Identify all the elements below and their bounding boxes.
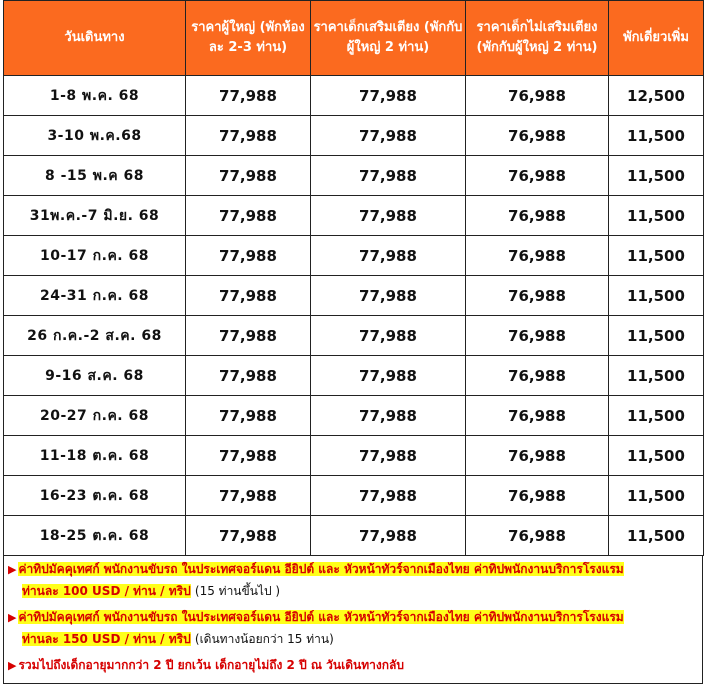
cell-single-supplement: 11,500: [609, 476, 704, 516]
cell-single-supplement: 11,500: [609, 236, 704, 276]
cell-travel-date: 16-23 ต.ค. 68: [4, 476, 186, 516]
cell-child-no-bed: 76,988: [466, 476, 609, 516]
note-tip-100-line1: ค่าทิปมัคคุเทศก์ พนักงานขับรถ ในประเทศจอร์แดน อียิปต์ และ หัวหน้าทัวร์จากเมืองไทย ค่าทิปพนักงานบริการโรงแรม: [18, 562, 624, 576]
note-child-age-text: รวมไปถึงเด็กอายุมากกว่า 2 ปี ยกเว้น เด็กอายุไม่ถึง 2 ปี ณ วันเดินทางกลับ: [18, 658, 404, 672]
cell-single-supplement: 11,500: [609, 316, 704, 356]
table-row: [4, 396, 704, 436]
cell-travel-date: 3-10 พ.ค.68: [4, 116, 186, 156]
cell-adult-price: 77,988: [186, 236, 311, 276]
header-child-no-bed: ราคาเด็กไม่เสริมเตียง (พักกับผู้ใหญ่ 2 ท่าน): [466, 1, 609, 76]
cell-single-supplement: 11,500: [609, 436, 704, 476]
cell-child-no-bed: 76,988: [466, 76, 609, 116]
arrow-icon: ▶: [8, 563, 17, 576]
cell-child-no-bed: 76,988: [466, 236, 609, 276]
header-child-extra-bed: ราคาเด็กเสริมเตียง (พักกับผู้ใหญ่ 2 ท่าน): [311, 1, 466, 76]
cell-child-no-bed: 76,988: [466, 116, 609, 156]
cell-adult-price: 77,988: [186, 316, 311, 356]
cell-adult-price: 77,988: [186, 396, 311, 436]
cell-child-no-bed: 76,988: [466, 516, 609, 556]
table-row: [4, 156, 704, 196]
price-table: [3, 0, 704, 556]
table-header-row: [4, 1, 704, 76]
cell-single-supplement: 11,500: [609, 276, 704, 316]
arrow-icon: ▶: [8, 659, 17, 672]
table-row: [4, 476, 704, 516]
cell-child-no-bed: 76,988: [466, 316, 609, 356]
cell-adult-price: 77,988: [186, 476, 311, 516]
note-tip-100-detail: [8, 580, 280, 602]
note-tip-150: [8, 606, 624, 629]
cell-travel-date: 8 -15 พ.ค 68: [4, 156, 186, 196]
table-row: [4, 116, 704, 156]
price-table-container: [3, 0, 703, 556]
cell-travel-date: 31พ.ค.-7 มิ.ย. 68: [4, 196, 186, 236]
note-tip-150-condition: (เดินทางน้อยกว่า 15 ท่าน): [194, 632, 334, 646]
cell-single-supplement: 11,500: [609, 116, 704, 156]
table-row: [4, 436, 704, 476]
cell-travel-date: 26 ก.ค.-2 ส.ค. 68: [4, 316, 186, 356]
cell-child-extra-bed: 77,988: [311, 436, 466, 476]
cell-travel-date: 10-17 ก.ค. 68: [4, 236, 186, 276]
table-row: [4, 276, 704, 316]
cell-child-extra-bed: 77,988: [311, 196, 466, 236]
table-row: [4, 236, 704, 276]
cell-adult-price: 77,988: [186, 436, 311, 476]
cell-single-supplement: 11,500: [609, 156, 704, 196]
table-row: [4, 316, 704, 356]
note-tip-100: [8, 558, 624, 581]
cell-single-supplement: 11,500: [609, 356, 704, 396]
cell-travel-date: 20-27 ก.ค. 68: [4, 396, 186, 436]
header-adult-price: ราคาผู้ใหญ่ (พักห้องละ 2-3 ท่าน): [186, 1, 311, 76]
cell-travel-date: 1-8 พ.ค. 68: [4, 76, 186, 116]
cell-adult-price: 77,988: [186, 156, 311, 196]
cell-single-supplement: 11,500: [609, 516, 704, 556]
table-row: [4, 76, 704, 116]
cell-adult-price: 77,988: [186, 516, 311, 556]
header-travel-date: วันเดินทาง: [4, 1, 186, 76]
note-tip-100-condition: (15 ท่านขึ้นไป ): [194, 584, 281, 598]
cell-child-no-bed: 76,988: [466, 356, 609, 396]
table-row: [4, 356, 704, 396]
cell-adult-price: 77,988: [186, 276, 311, 316]
cell-single-supplement: 11,500: [609, 196, 704, 236]
cell-single-supplement: 11,500: [609, 396, 704, 436]
cell-child-no-bed: 76,988: [466, 196, 609, 236]
cell-child-no-bed: 76,988: [466, 156, 609, 196]
note-tip-150-detail: [8, 628, 334, 650]
cell-travel-date: 9-16 ส.ค. 68: [4, 356, 186, 396]
cell-adult-price: 77,988: [186, 76, 311, 116]
cell-child-no-bed: 76,988: [466, 436, 609, 476]
cell-child-extra-bed: 77,988: [311, 236, 466, 276]
cell-child-extra-bed: 77,988: [311, 476, 466, 516]
cell-adult-price: 77,988: [186, 356, 311, 396]
cell-child-extra-bed: 77,988: [311, 156, 466, 196]
note-child-age: [8, 654, 404, 677]
notes-box: [3, 556, 703, 684]
cell-single-supplement: 12,500: [609, 76, 704, 116]
cell-travel-date: 11-18 ต.ค. 68: [4, 436, 186, 476]
cell-adult-price: 77,988: [186, 196, 311, 236]
cell-adult-price: 77,988: [186, 116, 311, 156]
cell-child-extra-bed: 77,988: [311, 116, 466, 156]
table-row: [4, 516, 704, 556]
cell-child-extra-bed: 77,988: [311, 76, 466, 116]
note-tip-150-line1: ค่าทิปมัคคุเทศก์ พนักงานขับรถ ในประเทศจอร์แดน อียิปต์ และ หัวหน้าทัวร์จากเมืองไทย ค่าทิปพนักงานบริการโรงแรม: [18, 610, 624, 624]
cell-child-extra-bed: 77,988: [311, 396, 466, 436]
cell-child-extra-bed: 77,988: [311, 356, 466, 396]
cell-travel-date: 24-31 ก.ค. 68: [4, 276, 186, 316]
cell-child-extra-bed: 77,988: [311, 516, 466, 556]
note-tip-150-amount: ท่านละ 150 USD / ท่าน / ทริป: [22, 632, 191, 646]
cell-child-extra-bed: 77,988: [311, 276, 466, 316]
cell-child-no-bed: 76,988: [466, 276, 609, 316]
header-single-supplement: พักเดี่ยวเพิ่ม: [609, 1, 704, 76]
cell-travel-date: 18-25 ต.ค. 68: [4, 516, 186, 556]
cell-child-extra-bed: 77,988: [311, 316, 466, 356]
note-tip-100-amount: ท่านละ 100 USD / ท่าน / ทริป: [22, 584, 191, 598]
table-body: [4, 76, 704, 556]
table-row: [4, 196, 704, 236]
cell-child-no-bed: 76,988: [466, 396, 609, 436]
arrow-icon: ▶: [8, 611, 17, 624]
